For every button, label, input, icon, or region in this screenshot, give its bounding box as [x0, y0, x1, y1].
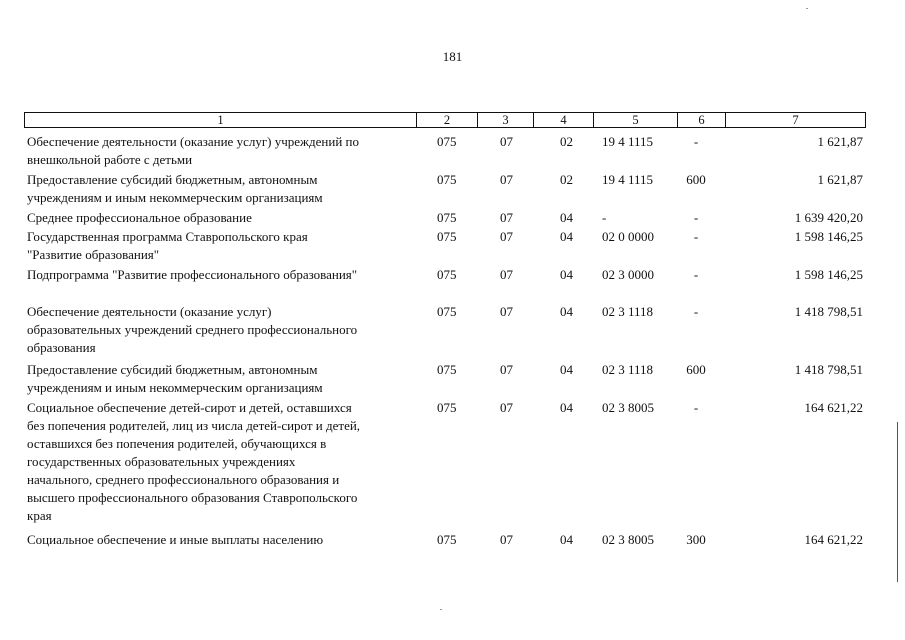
row-col-6: - — [693, 304, 699, 319]
row-col-5: 02 3 0000 — [602, 267, 654, 282]
row-description — [27, 171, 422, 207]
row-col-2: 075 — [437, 229, 457, 244]
row-col-3: 07 — [500, 267, 513, 282]
row-col-2: 075 — [437, 210, 457, 225]
description-line: "Развитие образования" — [27, 247, 160, 262]
row-col-5: 19 4 1115 — [602, 172, 654, 187]
row-col-7: 1 598 146,25 — [794, 267, 863, 282]
header-col-3: 3 — [477, 113, 533, 127]
row-col-4: 04 — [560, 210, 573, 225]
row-description — [27, 209, 422, 227]
description-line: учреждениям и иным некоммерческим организациям — [27, 380, 323, 395]
row-col-5: 02 3 8005 — [602, 400, 654, 415]
description-line: образовательных учреждений среднего профессионального — [27, 322, 358, 337]
header-col-2: 2 — [416, 113, 477, 127]
row-col-7: 164 621,22 — [804, 400, 863, 415]
row-col-4: 04 — [560, 229, 573, 244]
row-description — [27, 266, 422, 284]
row-description — [27, 228, 422, 264]
header-col-4: 4 — [533, 113, 593, 127]
row-col-5: 02 3 8005 — [602, 532, 654, 547]
row-col-5: 02 0 0000 — [602, 229, 654, 244]
row-col-6: - — [693, 134, 699, 149]
row-col-5: 02 3 1118 — [602, 362, 654, 377]
table-header-row — [24, 112, 866, 128]
row-col-3: 07 — [500, 304, 513, 319]
description-line: Обеспечение деятельности (оказание услуг) учреждений по — [27, 134, 359, 149]
row-col-5: 19 4 1115 — [602, 134, 654, 149]
row-col-6: 300 — [686, 532, 706, 547]
row-col-7: 1 418 798,51 — [794, 362, 863, 377]
row-col-4: 02 — [560, 172, 573, 187]
row-col-4: 04 — [560, 304, 573, 319]
row-col-7: 164 621,22 — [804, 532, 863, 547]
row-col-3: 07 — [500, 210, 513, 225]
row-description — [27, 361, 422, 397]
description-line: Среднее профессиональное образование — [27, 210, 252, 225]
row-col-4: 04 — [560, 267, 573, 282]
row-col-3: 07 — [500, 172, 513, 187]
row-col-4: 04 — [560, 532, 573, 547]
header-col-7: 7 — [725, 113, 865, 127]
description-line: внешкольной работе с детьми — [27, 152, 193, 167]
description-line: Подпрограмма "Развитие профессионального образования" — [27, 267, 358, 282]
row-col-4: 04 — [560, 400, 573, 415]
row-col-6: - — [693, 229, 699, 244]
row-description — [27, 531, 422, 549]
row-col-3: 07 — [500, 362, 513, 377]
scan-speck — [806, 8, 808, 9]
row-col-4: 04 — [560, 362, 573, 377]
row-col-7: 1 621,87 — [817, 134, 863, 149]
description-line: Предоставление субсидий бюджетным, автономным — [27, 172, 318, 187]
description-line: начального, среднего профессионального образования и — [27, 472, 340, 487]
row-col-7: 1 639 420,20 — [794, 210, 863, 225]
description-line: Обеспечение деятельности (оказание услуг) — [27, 304, 272, 319]
header-col-6: 6 — [677, 113, 725, 127]
row-col-3: 07 — [500, 134, 513, 149]
description-line: Предоставление субсидий бюджетным, автономным — [27, 362, 318, 377]
row-col-6: 600 — [686, 172, 706, 187]
row-col-3: 07 — [500, 229, 513, 244]
description-line: оставшихся без попечения родителей, обучающихся в — [27, 436, 327, 451]
description-line: образования — [27, 340, 96, 355]
row-col-7: 1 621,87 — [817, 172, 863, 187]
description-line: Государственная программа Ставропольского края — [27, 229, 308, 244]
description-line: Социальное обеспечение детей-сирот и детей, оставшихся — [27, 400, 352, 415]
row-description — [27, 303, 422, 357]
description-line: Социальное обеспечение и иные выплаты населению — [27, 532, 324, 547]
margin-line — [897, 422, 898, 582]
row-col-5: 02 3 1118 — [602, 304, 654, 319]
row-col-2: 075 — [437, 400, 457, 415]
row-col-6: - — [693, 267, 699, 282]
row-col-6: - — [693, 400, 699, 415]
description-line: государственных образовательных учреждениях — [27, 454, 296, 469]
row-col-2: 075 — [437, 532, 457, 547]
row-col-6: - — [693, 210, 699, 225]
header-col-5: 5 — [593, 113, 677, 127]
row-description — [27, 133, 422, 169]
row-col-2: 075 — [437, 134, 457, 149]
row-col-3: 07 — [500, 400, 513, 415]
row-col-2: 075 — [437, 304, 457, 319]
row-col-2: 075 — [437, 172, 457, 187]
description-line: без попечения родителей, лиц из числа детей-сирот и детей, — [27, 418, 361, 433]
header-col-1: 1 — [217, 113, 224, 127]
row-col-6: 600 — [686, 362, 706, 377]
row-col-2: 075 — [437, 267, 457, 282]
row-col-5: - — [602, 210, 607, 225]
row-description — [27, 399, 422, 525]
description-line: учреждениям и иным некоммерческим организациям — [27, 190, 323, 205]
page-number: 181 — [442, 49, 463, 64]
row-col-7: 1 418 798,51 — [794, 304, 863, 319]
row-col-3: 07 — [500, 532, 513, 547]
description-line: высшего профессионального образования Ставропольского — [27, 490, 358, 505]
description-line: края — [27, 508, 52, 523]
row-col-4: 02 — [560, 134, 573, 149]
scan-speck — [440, 609, 442, 610]
row-col-7: 1 598 146,25 — [794, 229, 863, 244]
row-col-2: 075 — [437, 362, 457, 377]
